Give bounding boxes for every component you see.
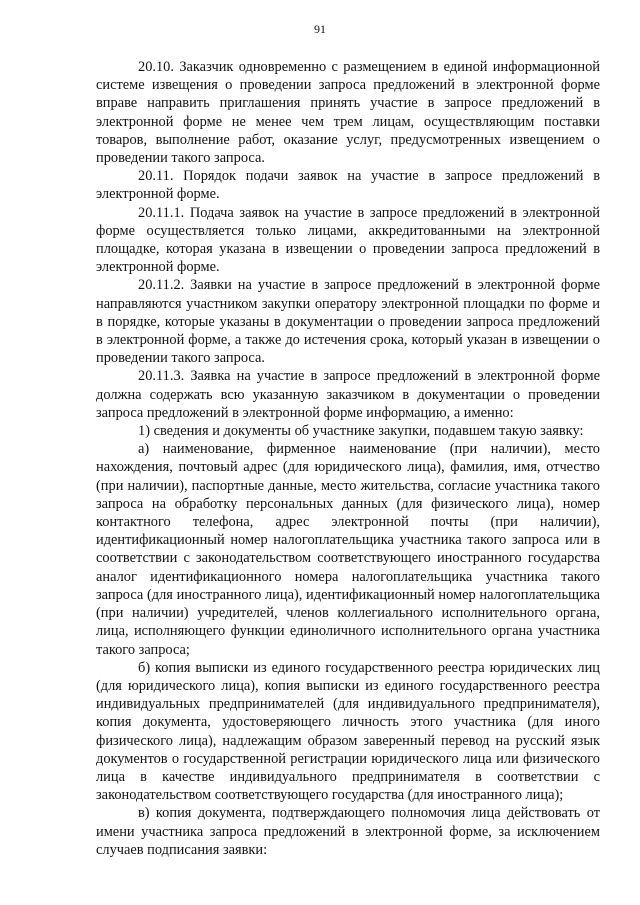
page-number: 91: [314, 22, 326, 36]
list-item-v: в) копия документа, подтверждающего полномочия лица действовать от имени участника запроса предложений в электронной форме, за исключением случаев подписания заявки:: [96, 805, 600, 858]
list-item-1: 1) сведения и документы об участнике закупки, подавшем такую заявку:: [138, 423, 584, 440]
paragraph-20-11-3: 20.11.3. Заявка на участие в запросе предложений в электронной форме должна содержать всю указанную заказчиком в документации о проведении запроса предложений в электронной форме информацию, а именно:: [96, 368, 600, 421]
paragraph-20-10: 20.10. Заказчик одновременно с размещением в единой информационной системе извещения о проведении запроса предложений в электронной форме вправе направить приглашения принять участие в запросе предложений в электронной форме не менее чем трем лицам, осуществляющим поставки товаров, выполнение работ, оказание услуг, предусмотренных извещением о проведении такого запроса.: [96, 59, 600, 167]
paragraph-20-11-1: 20.11.1. Подача заявок на участие в запросе предложений в электронной форме осуществляется только лицами, аккредитованными на электронной площадке, которая указана в извещении о проведении запроса предложений в электронной форме.: [96, 204, 600, 276]
paragraph-20-11: 20.11. Порядок подачи заявок на участие в запросе предложений в электронной форме.: [96, 168, 600, 203]
paragraph-20-11-2: 20.11.2. Заявки на участие в запросе предложений в электронной форме направляются участником закупки оператору электронной площадки по форме и в порядке, которые указаны в документации о проведении запроса предложений в электронной форме, а также до истечения срока, который указан в извещении о проведении такого запроса.: [96, 277, 600, 367]
list-item-b: б) копия выписки из единого государственного реестра юридических лиц (для юридического лица), копия выписки из единого государственного реестра индивидуальных предпринимателей (для индивидуального предпринимателя), копия документа, удостоверяющего личность этого участника (для иного физического лица), надлежащим образом заверенный перевод на русский язык документов о государственной регистрации юридического лица или физического лица в качестве индивидуального предпринимателя в соответствии с законодательством соответствующего государства (для иностранного лица);: [96, 659, 600, 804]
list-item-a: а) наименование, фирменное наименование (при наличии), место нахождения, почтовый адрес (для юридического лица), фамилия, имя, отчество (при наличии), паспортные данные, место жительства, согласие участника такого запроса на обработку персональных данных (для физического лица), номер контактного телефона, адрес электронной почты (при наличии), идентификационный номер налогоплательщика участника такого запроса или в соответствии с законодательством соответствующего иностранного государства аналог идентификационного номера налогоплательщика участника такого запроса (для иностранного лица), идентификационный номер налогоплательщика (при наличии) учредителей, членов коллегиального исполнительного органа, лица, исполняющего функции единоличного исполнительного органа участника такого запроса;: [96, 441, 600, 658]
document-body: [96, 58, 600, 859]
